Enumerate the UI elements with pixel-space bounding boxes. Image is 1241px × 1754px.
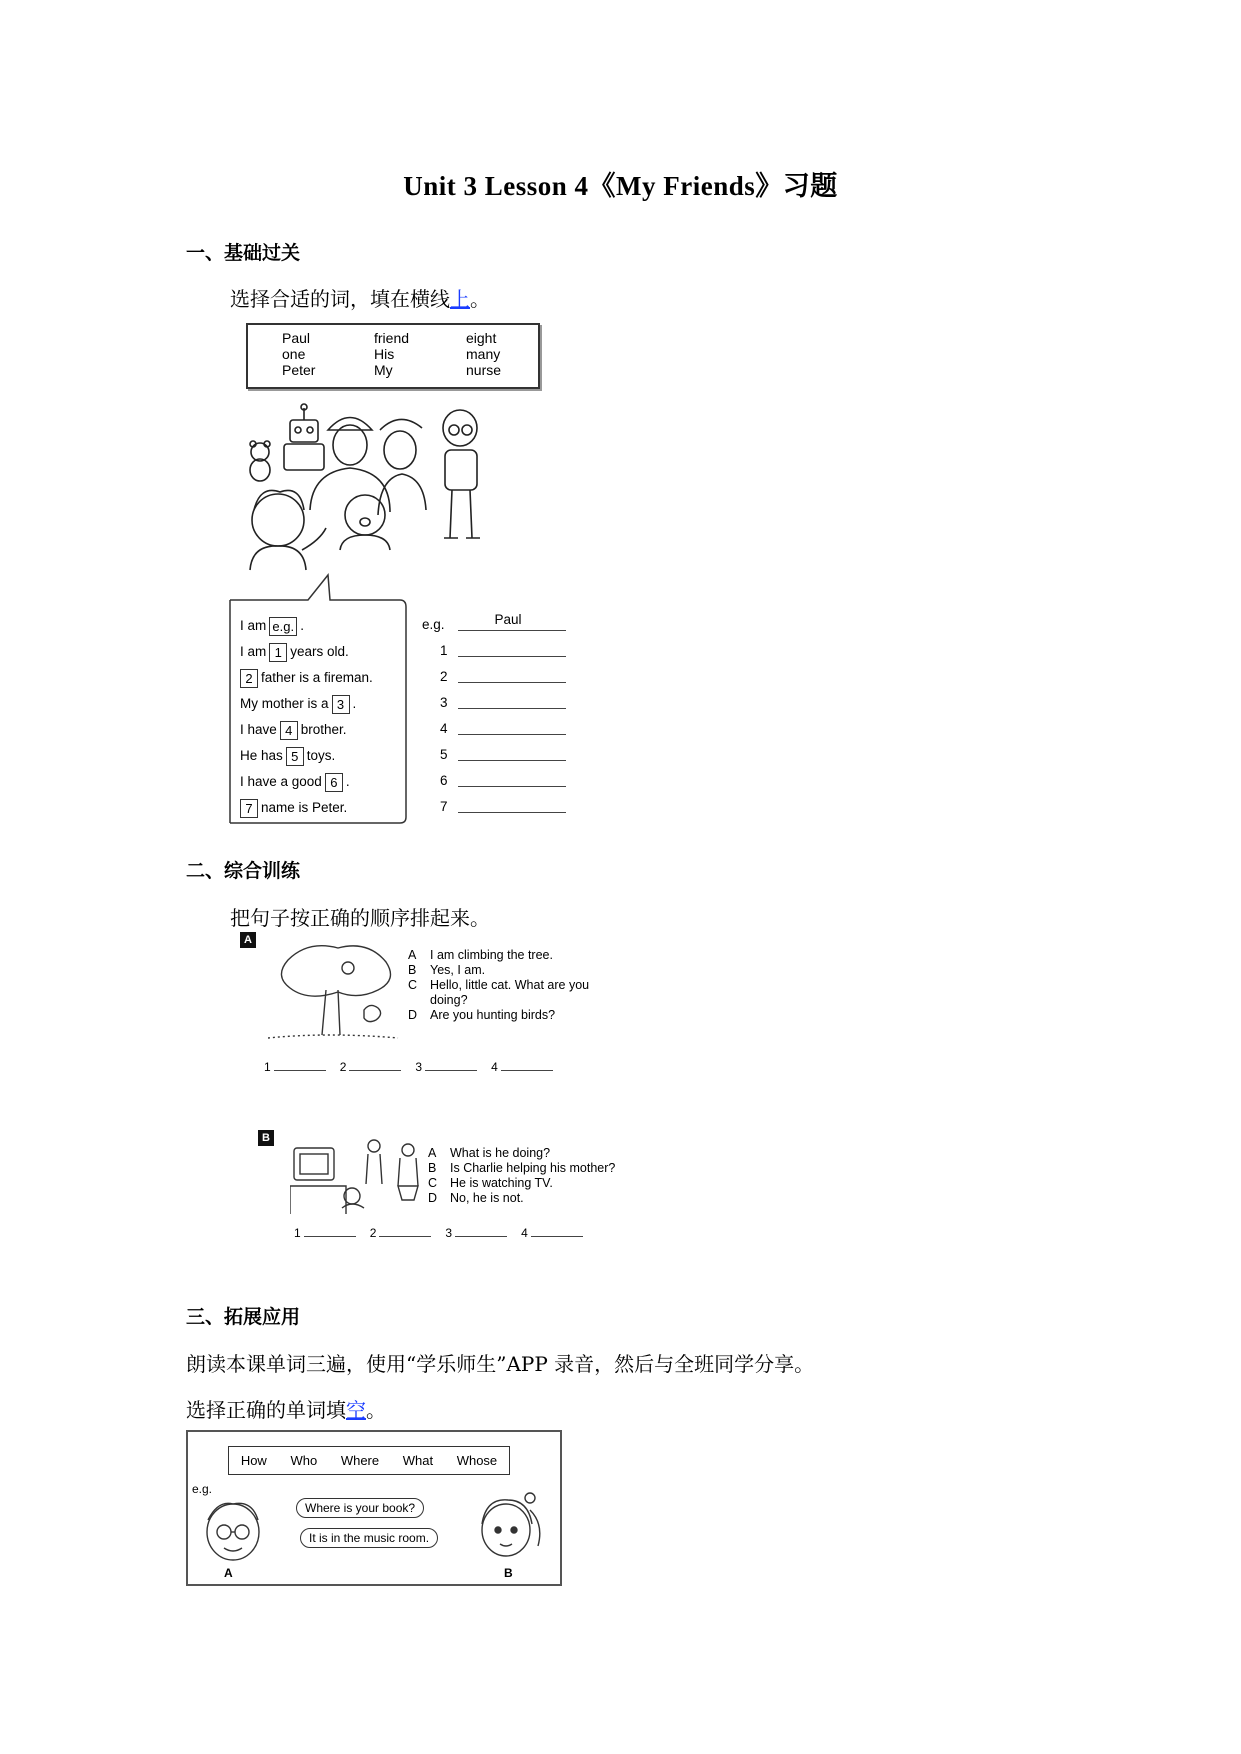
- instruction-link[interactable]: 上: [450, 287, 470, 311]
- dialog-text: doing?: [430, 993, 468, 1007]
- dialog-line: [428, 1176, 615, 1191]
- line2-end: 。: [366, 1398, 386, 1422]
- eg-label: e.g.: [192, 1482, 213, 1496]
- section-2-heading: 二、综合训练: [186, 860, 301, 882]
- answer-label: 7: [440, 799, 448, 814]
- order-blank[interactable]: [304, 1236, 356, 1237]
- blank-number: 4: [491, 1060, 498, 1074]
- word-bank-item: friend: [374, 330, 410, 346]
- dialog-text: What is he doing?: [450, 1146, 551, 1160]
- speech-line: [240, 773, 350, 792]
- dialog-line: [408, 963, 589, 978]
- answer-line[interactable]: [458, 734, 566, 735]
- question-word: Whose: [456, 1453, 498, 1468]
- speech-post: years old.: [290, 644, 349, 660]
- section-3-line1: 朗读本课单词三遍，使用“学乐师生”APP 录音，然后与全班同学分享。: [186, 1352, 815, 1376]
- blank-box: 3: [332, 695, 350, 714]
- answer-line[interactable]: [458, 760, 566, 761]
- section-3-line2: [186, 1394, 386, 1423]
- example-answer: Paul: [494, 612, 522, 627]
- bubble-answer: It is in the music room.: [300, 1528, 438, 1548]
- order-blank[interactable]: [274, 1070, 326, 1071]
- exercise-a-dialog: [408, 948, 589, 1023]
- speech-line: [240, 799, 347, 818]
- answer-label: 6: [440, 773, 448, 788]
- example-box: [186, 1430, 562, 1586]
- order-blank[interactable]: [425, 1070, 477, 1071]
- blank-number: 1: [294, 1226, 301, 1240]
- dialog-text: Are you hunting birds?: [430, 1008, 556, 1022]
- answer-line[interactable]: [458, 708, 566, 709]
- order-blank[interactable]: [531, 1236, 583, 1237]
- brother-drawing: [340, 495, 390, 550]
- answer-line[interactable]: [458, 786, 566, 787]
- answer-line[interactable]: [458, 682, 566, 683]
- speech-line: [240, 695, 356, 714]
- dialog-letter: C: [428, 1176, 438, 1190]
- speaking-boy-drawing: [250, 490, 326, 570]
- tree-cat-illustration: [268, 940, 400, 1040]
- speech-line: [240, 617, 304, 636]
- page-title: Unit 3 Lesson 4《My Friends》习题: [403, 171, 838, 201]
- teddy-drawing: [250, 441, 270, 481]
- speech-post: brother.: [300, 722, 347, 738]
- blank-number: 2: [339, 1060, 347, 1074]
- answer-line[interactable]: [458, 630, 566, 631]
- speech-pre: I have a good: [240, 774, 322, 790]
- speech-line: [240, 669, 373, 688]
- dialog-letter: B: [408, 963, 417, 977]
- answer-column: [422, 612, 572, 827]
- tv-boy-illustration: [290, 1138, 422, 1218]
- robot-drawing: [284, 404, 324, 470]
- dialog-line: [408, 978, 589, 993]
- dialog-letter: B: [428, 1161, 437, 1175]
- word-bank-item: many: [466, 346, 501, 362]
- word-bank-item: His: [374, 346, 395, 362]
- blank-number: 2: [369, 1226, 377, 1240]
- word-bank-item: My: [374, 362, 393, 378]
- speech-pre: My mother is a: [240, 696, 329, 712]
- exercise-a-label: A: [240, 932, 256, 948]
- answer-label: 1: [440, 643, 448, 658]
- order-blank[interactable]: [455, 1236, 507, 1237]
- answer-label: e.g.: [422, 617, 445, 632]
- instruction-end: 。: [470, 287, 490, 311]
- blank-box: 6: [325, 773, 343, 792]
- speech-post: .: [352, 696, 357, 712]
- dialog-line: [428, 1161, 615, 1176]
- speech-post: toys.: [306, 748, 336, 764]
- person-b-label: B: [504, 1566, 513, 1580]
- blank-box: 4: [280, 721, 298, 740]
- word-bank-box: [246, 323, 540, 389]
- question-word: Who: [290, 1453, 318, 1468]
- dialog-letter: A: [428, 1146, 437, 1160]
- exercise-b-label: B: [258, 1130, 274, 1146]
- word-bank-item: Paul: [282, 330, 311, 346]
- word-bank-item: Peter: [282, 362, 316, 378]
- dialog-letter: D: [408, 1008, 418, 1022]
- dialog-letter: A: [408, 948, 417, 962]
- order-blank[interactable]: [501, 1070, 553, 1071]
- dialog-letter: D: [428, 1191, 438, 1205]
- word-bank-item: one: [282, 346, 306, 362]
- speech-post: .: [300, 618, 305, 634]
- answer-label: 4: [440, 721, 448, 736]
- section-1-instruction: [230, 283, 490, 312]
- blank-number: 4: [521, 1226, 528, 1240]
- blank-number: 3: [415, 1060, 423, 1074]
- speech-pre: He has: [240, 748, 283, 764]
- person-a-label: A: [224, 1566, 233, 1580]
- exercise-b-blanks: [294, 1226, 597, 1240]
- section-3-heading: 三、拓展应用: [186, 1306, 301, 1328]
- question-word: How: [240, 1453, 267, 1468]
- dialog-text: Hello, little cat. What are you: [430, 978, 590, 992]
- dialog-text: No, he is not.: [450, 1191, 524, 1205]
- fireman-drawing: [310, 418, 390, 513]
- boy-glasses-drawing: [443, 410, 480, 538]
- dialog-text: Yes, I am.: [430, 963, 486, 977]
- answer-label: 3: [440, 695, 448, 710]
- blank-box: 7: [240, 799, 258, 818]
- order-blank[interactable]: [379, 1236, 431, 1237]
- boy-glasses-face: [198, 1494, 268, 1574]
- bubble-question: Where is your book?: [296, 1498, 424, 1518]
- speech-pre: I am: [240, 618, 267, 634]
- answer-label: 2: [440, 669, 448, 684]
- instruction-text: 选择合适的词，填在横线: [230, 287, 450, 311]
- girl-face: [468, 1484, 548, 1572]
- blank-box: e.g.: [269, 617, 297, 636]
- speech-line: [240, 747, 335, 766]
- speech-post: name is Peter.: [261, 800, 348, 816]
- question-word-bank: [228, 1446, 510, 1475]
- blank-number: 3: [445, 1226, 453, 1240]
- dialog-line: [408, 948, 589, 963]
- dialog-letter: C: [408, 978, 418, 992]
- speech-post: .: [345, 774, 350, 790]
- blank-box: 5: [286, 747, 304, 766]
- answer-line[interactable]: [458, 812, 566, 813]
- dialog-line: [408, 1008, 589, 1023]
- blank-box: 1: [269, 643, 287, 662]
- line2-link[interactable]: 空: [346, 1398, 366, 1422]
- blank-number: 1: [264, 1060, 271, 1074]
- speech-pre: I have: [240, 722, 277, 738]
- word-bank-item: nurse: [466, 362, 502, 378]
- word-bank-item: eight: [466, 330, 497, 346]
- answer-label: 5: [440, 747, 448, 762]
- section-2-instruction: 把句子按正确的顺序排起来。: [230, 906, 490, 930]
- line2-text: 选择正确的单词填: [186, 1398, 346, 1422]
- speech-lines: [240, 617, 390, 827]
- exercise-a-blanks: [264, 1060, 567, 1074]
- question-word: What: [402, 1453, 434, 1468]
- section-1-heading: 一、基础过关: [186, 242, 301, 264]
- dialog-line: [428, 1146, 615, 1161]
- question-word: Where: [340, 1453, 380, 1468]
- dialog-text: He is watching TV.: [450, 1176, 553, 1190]
- blank-box: 2: [240, 669, 258, 688]
- speech-line: [240, 721, 347, 740]
- dialog-line: [408, 993, 589, 1008]
- speech-pre: I am: [240, 644, 267, 660]
- dialog-line: [428, 1191, 615, 1206]
- dialog-text: Is Charlie helping his mother?: [450, 1161, 616, 1175]
- speech-line: [240, 643, 349, 662]
- speech-post: father is a fireman.: [261, 670, 373, 686]
- dialog-text: I am climbing the tree.: [430, 948, 553, 962]
- order-blank[interactable]: [349, 1070, 401, 1071]
- word-bank-grid: [282, 331, 546, 378]
- exercise-b-dialog: [428, 1146, 615, 1206]
- mother-drawing: [378, 419, 426, 515]
- answer-line[interactable]: [458, 656, 566, 657]
